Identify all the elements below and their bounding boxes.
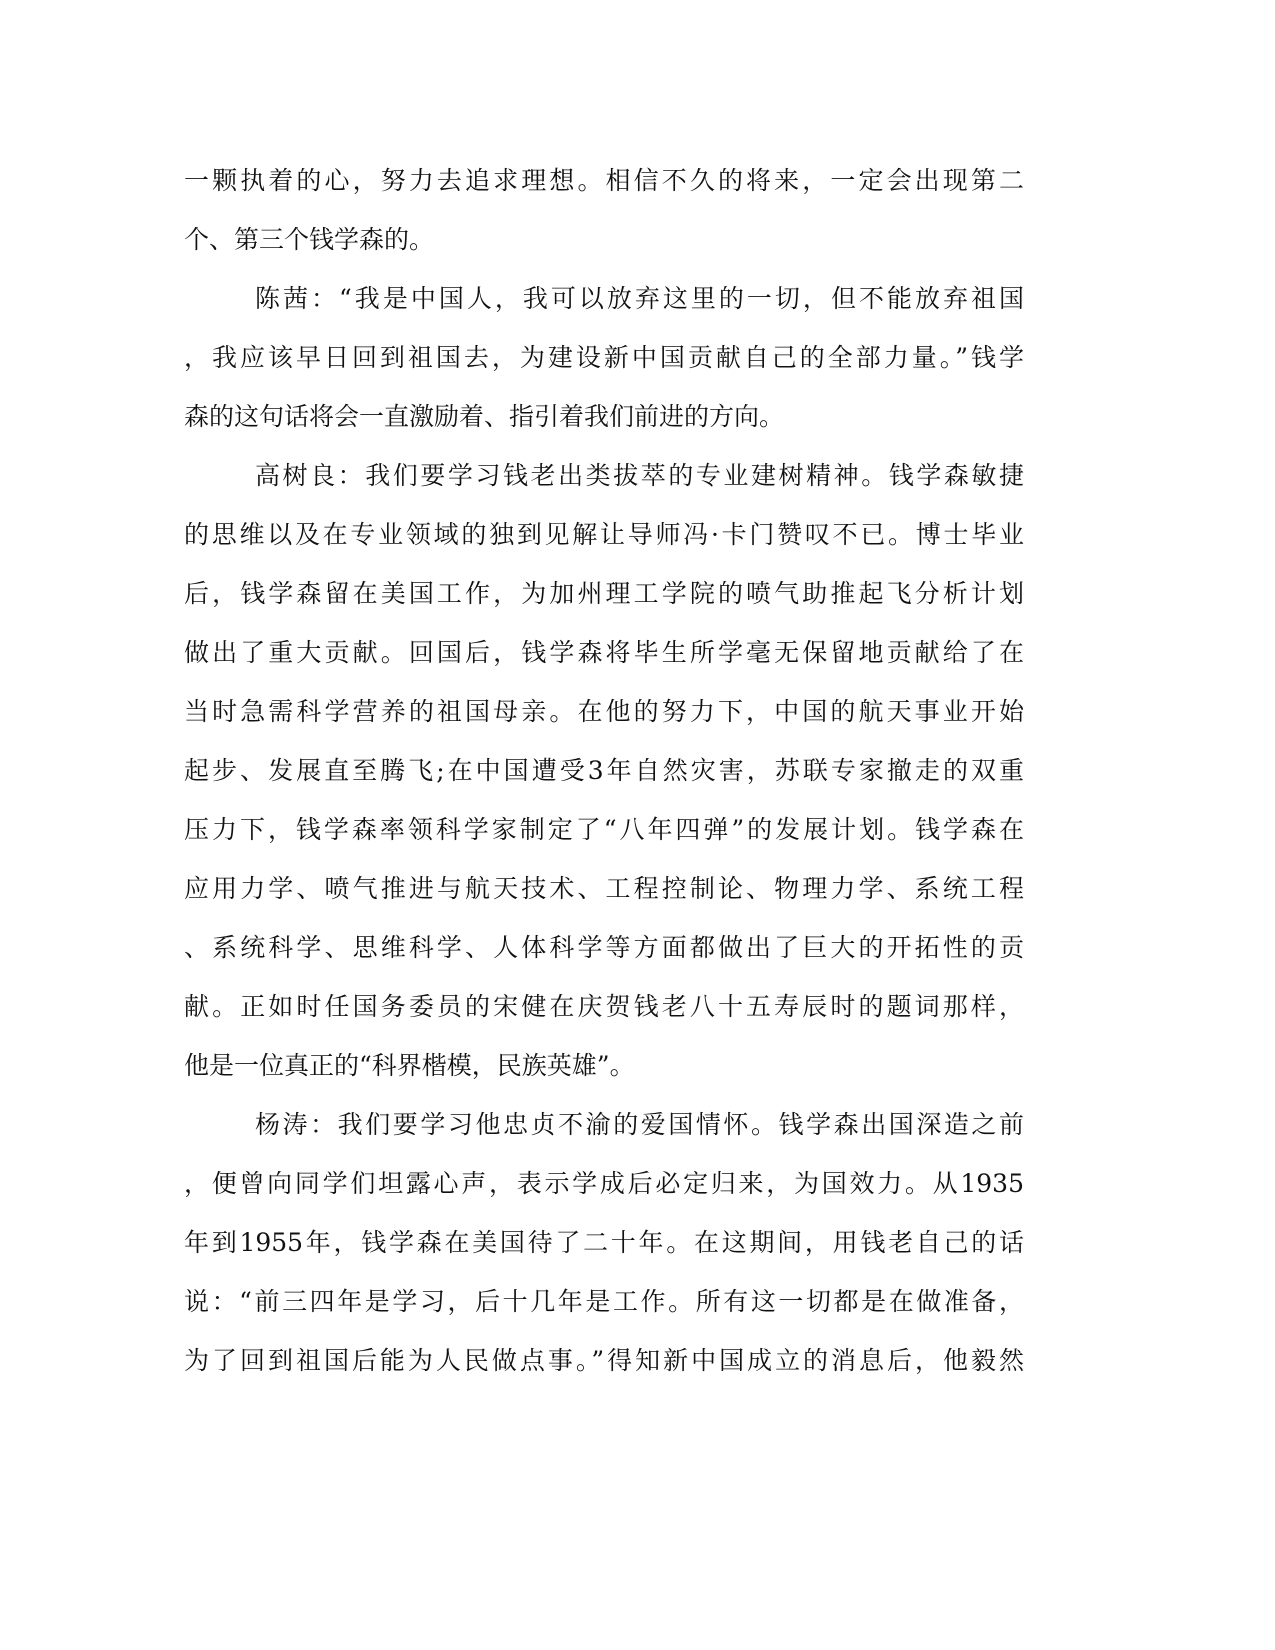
text-line: 年到1955年，钱学森在美国待了二十年。在这期间，用钱老自己的话: [184, 1228, 1024, 1257]
text-line: 一颗执着的心，努力去追求理想。相信不久的将来，一定会出现第二: [184, 166, 1024, 195]
paragraph-start-line: 杨涛：我们要学习他忠贞不渝的爱国情怀。钱学森出国深造之前: [255, 1110, 1024, 1139]
text-line: 为了回到祖国后能为人民做点事。”得知新中国成立的消息后，他毅然: [184, 1346, 1024, 1375]
text-line: 起步、发展直至腾飞;在中国遭受3年自然灾害，苏联专家撤走的双重: [184, 756, 1024, 785]
text-line: 森的这句话将会一直激励着、指引着我们前进的方向。: [184, 402, 785, 431]
text-line: 做出了重大贡献。回国后，钱学森将毕生所学毫无保留地贡献给了在: [184, 638, 1024, 667]
text-line: 的思维以及在专业领域的独到见解让导师冯·卡门赞叹不已。博士毕业: [184, 520, 1024, 549]
text-line: 他是一位真正的“科界楷模，民族英雄”。: [184, 1051, 635, 1080]
text-line: 献。正如时任国务委员的宋健在庆贺钱老八十五寿辰时的题词那样，: [184, 992, 1024, 1021]
text-line: 压力下，钱学森率领科学家制定了“八年四弹”的发展计划。钱学森在: [184, 815, 1024, 844]
text-line: 应用力学、喷气推进与航天技术、工程控制论、物理力学、系统工程: [184, 874, 1024, 903]
text-line: ，我应该早日回到祖国去，为建设新中国贡献自己的全部力量。”钱学: [184, 343, 1024, 372]
text-line: 说：“前三四年是学习，后十几年是工作。所有这一切都是在做准备，: [184, 1287, 1024, 1316]
text-line: 、系统科学、思维科学、人体科学等方面都做出了巨大的开拓性的贡: [184, 933, 1024, 962]
paragraph-start-line: 陈茜：“我是中国人，我可以放弃这里的一切，但不能放弃祖国: [255, 284, 1024, 313]
text-line: ，便曾向同学们坦露心声，表示学成后必定归来，为国效力。从1935: [184, 1169, 1024, 1198]
text-line: 当时急需科学营养的祖国母亲。在他的努力下，中国的航天事业开始: [184, 697, 1024, 726]
paragraph-start-line: 高树良：我们要学习钱老出类拔萃的专业建树精神。钱学森敏捷: [255, 461, 1024, 490]
text-line: 后，钱学森留在美国工作，为加州理工学院的喷气助推起飞分析计划: [184, 579, 1024, 608]
text-line: 个、第三个钱学森的。: [184, 225, 435, 254]
